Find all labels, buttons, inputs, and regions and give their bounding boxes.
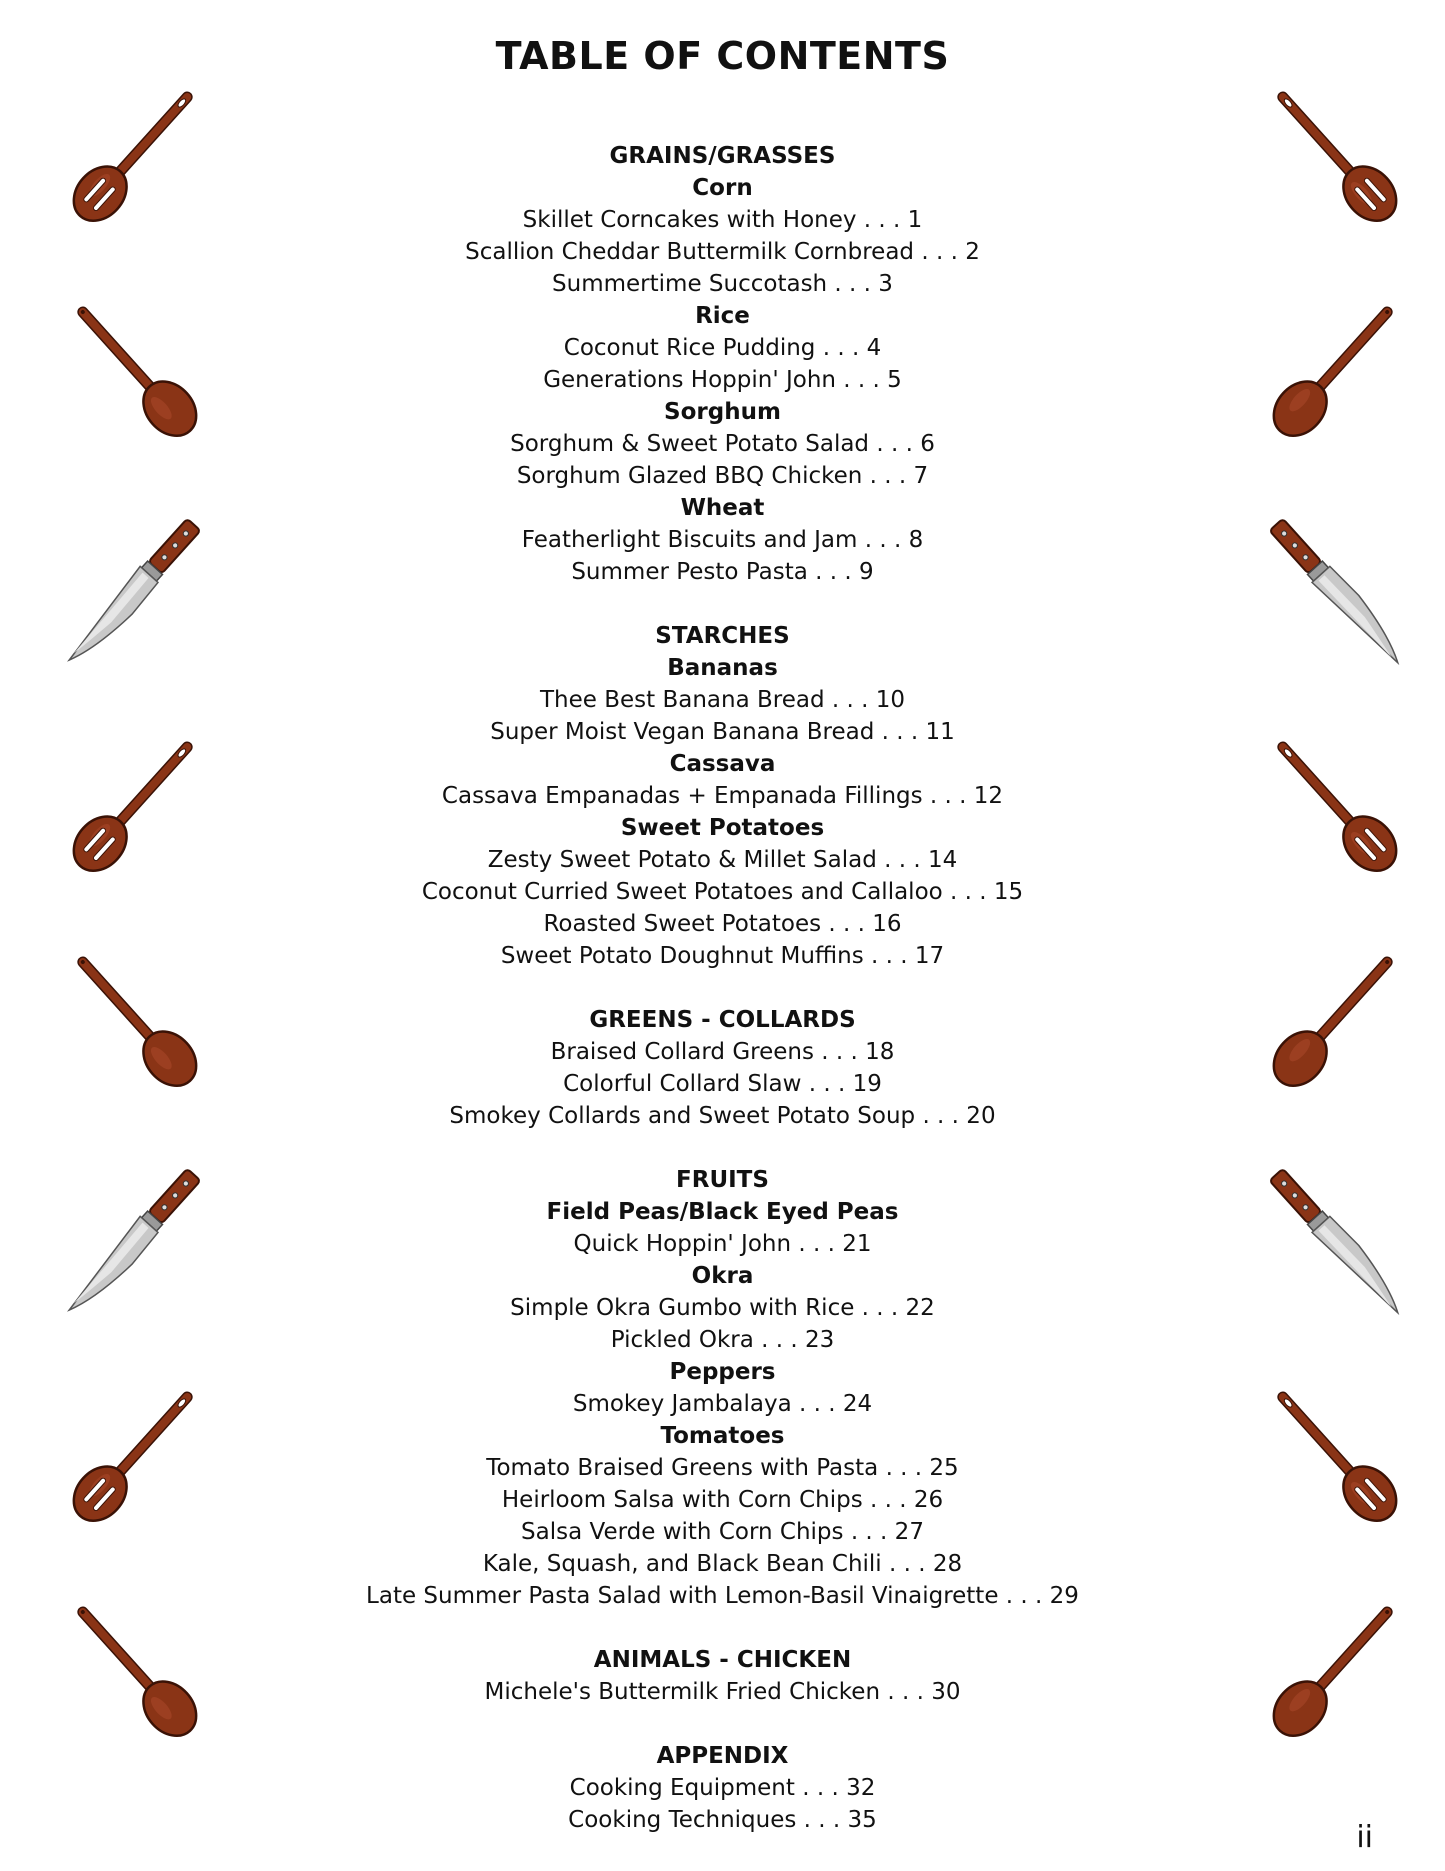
toc-entry: Kale, Squash, and Black Bean Chili . . . 28 (482, 1551, 963, 1577)
section-spacer (300, 1132, 1145, 1164)
section-heading: STARCHES (655, 623, 790, 649)
section-spacer (300, 1708, 1145, 1740)
subsection-heading: Corn (692, 175, 753, 201)
toc-entry: Salsa Verde with Corn Chips . . . 27 (521, 1519, 924, 1545)
page-title: TABLE OF CONTENTS (495, 34, 950, 78)
toc-entry: Thee Best Banana Bread . . . 10 (539, 687, 906, 713)
toc-entry: Colorful Collard Slaw . . . 19 (563, 1071, 882, 1097)
toc-entry: Skillet Corncakes with Honey . . . 1 (522, 207, 923, 233)
section-heading: ANIMALS - CHICKEN (593, 1647, 852, 1673)
toc-entry: Tomato Braised Greens with Pasta . . . 25 (486, 1455, 959, 1481)
toc-entry: Sorghum & Sweet Potato Salad . . . 6 (510, 431, 935, 457)
wooden-spoon-icon (1245, 1580, 1425, 1760)
subsection-heading: Sweet Potatoes (620, 815, 825, 841)
section-heading: APPENDIX (656, 1743, 789, 1769)
slotted-spoon-icon (45, 1365, 225, 1545)
subsection-heading: Bananas (667, 655, 778, 681)
wooden-spoon-icon (45, 280, 225, 460)
toc-entry: Coconut Curried Sweet Potatoes and Callaloo . . . 15 (421, 879, 1024, 905)
section-spacer (300, 972, 1145, 1004)
table-of-contents (300, 140, 1145, 1836)
subsection-heading: Okra (691, 1263, 754, 1289)
wooden-spoon-icon (45, 1580, 225, 1760)
slotted-spoon-icon (1245, 1365, 1425, 1545)
toc-entry: Summer Pesto Pasta . . . 9 (571, 559, 874, 585)
toc-entry: Featherlight Biscuits and Jam . . . 8 (521, 527, 924, 553)
slotted-spoon-icon (45, 715, 225, 895)
toc-entry: Super Moist Vegan Banana Bread . . . 11 (490, 719, 955, 745)
wooden-spoon-icon (1245, 930, 1425, 1110)
toc-entry: Roasted Sweet Potatoes . . . 16 (543, 911, 902, 937)
subsection-heading: Sorghum (664, 399, 781, 425)
toc-entry: Scallion Cheddar Buttermilk Cornbread . . . 2 (465, 239, 980, 265)
wooden-spoon-icon (45, 930, 225, 1110)
toc-entry: Michele's Buttermilk Fried Chicken . . . 30 (484, 1679, 961, 1705)
slotted-spoon-icon (1245, 715, 1425, 895)
subsection-heading: Field Peas/Black Eyed Peas (546, 1199, 899, 1225)
toc-entry: Sorghum Glazed BBQ Chicken . . . 7 (516, 463, 929, 489)
chef-knife-icon (45, 1150, 225, 1330)
toc-entry: Quick Hoppin' John . . . 21 (573, 1231, 872, 1257)
toc-entry: Late Summer Pasta Salad with Lemon-Basil Vinaigrette . . . 29 (366, 1583, 1079, 1609)
subsection-heading: Wheat (680, 495, 765, 521)
chef-knife-icon (1245, 500, 1425, 680)
slotted-spoon-icon (1245, 65, 1425, 245)
toc-entry: Sweet Potato Doughnut Muffins . . . 17 (500, 943, 945, 969)
toc-entry: Heirloom Salsa with Corn Chips . . . 26 (501, 1487, 944, 1513)
toc-entry: Coconut Rice Pudding . . . 4 (563, 335, 882, 361)
section-heading: FRUITS (676, 1167, 769, 1193)
toc-entry: Cassava Empanadas + Empanada Fillings . . . 12 (441, 783, 1004, 809)
subsection-heading: Cassava (669, 751, 776, 777)
toc-entry: Pickled Okra . . . 23 (610, 1327, 835, 1353)
toc-entry: Smokey Jambalaya . . . 24 (572, 1391, 873, 1417)
toc-entry: Cooking Equipment . . . 32 (569, 1775, 876, 1801)
section-heading: GREENS - COLLARDS (589, 1007, 856, 1033)
chef-knife-icon (1245, 1150, 1425, 1330)
chef-knife-icon (45, 500, 225, 680)
slotted-spoon-icon (45, 65, 225, 245)
toc-entry: Braised Collard Greens . . . 18 (550, 1039, 895, 1065)
subsection-heading: Tomatoes (660, 1423, 785, 1449)
subsection-heading: Peppers (669, 1359, 776, 1385)
section-spacer (300, 588, 1145, 620)
section-spacer (300, 1612, 1145, 1644)
page-number: ii (1356, 1820, 1373, 1855)
toc-entry: Cooking Techniques . . . 35 (568, 1807, 877, 1833)
toc-entry: Zesty Sweet Potato & Millet Salad . . . 14 (487, 847, 958, 873)
section-heading: GRAINS/GRASSES (609, 143, 836, 169)
toc-entry: Generations Hoppin' John . . . 5 (543, 367, 902, 393)
toc-entry: Summertime Succotash . . . 3 (552, 271, 893, 297)
toc-entry: Smokey Collards and Sweet Potato Soup . . . 20 (449, 1103, 996, 1129)
subsection-heading: Rice (695, 303, 750, 329)
toc-entry: Simple Okra Gumbo with Rice . . . 22 (510, 1295, 935, 1321)
wooden-spoon-icon (1245, 280, 1425, 460)
